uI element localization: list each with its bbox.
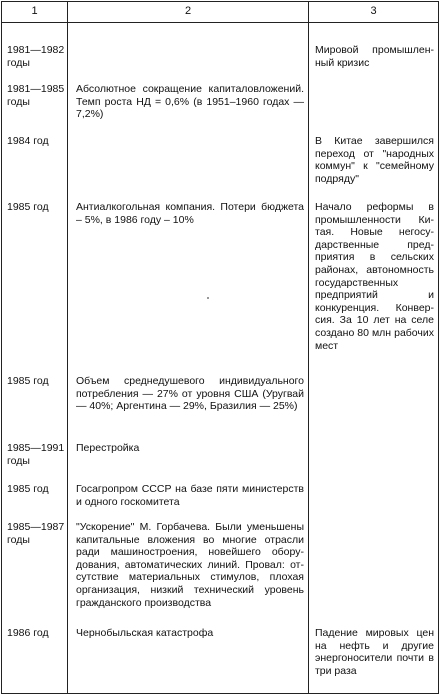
year-cell: 1985 год: [7, 483, 49, 495]
year-cell: 1985—1987 годы: [7, 521, 65, 546]
year-cell: 1981—1985 годы: [7, 83, 65, 108]
event-cell: Госагропром СССР на базе пяти министерств и одного госкомитета: [76, 483, 304, 508]
event-cell: Антиалкогольная компания. Потери бюджета – 5%, в 1986 году – 10%: [76, 201, 304, 226]
history-table: [1, 1, 439, 694]
column-header-3: 3: [370, 5, 377, 17]
column-divider: [308, 2, 309, 693]
year-cell: 1981—1982 годы: [7, 44, 65, 69]
event-cell: Объем среднедушевого индивидуального потребления — 27% от уровня США (Уругвай — 40%; Аргентина — 29%, Бразилия — 25%): [76, 375, 304, 413]
event-cell: Чернобыльская катастрофа: [76, 627, 214, 639]
year-cell: 1985—1991 годы: [7, 442, 65, 467]
event-cell: Абсолютное сокращение капиталовложений. Темп роста НД = 0,6% (в 1951–1960 годах — 7,2%): [76, 83, 304, 121]
scan-speck: [207, 297, 209, 299]
column-header-2: 2: [184, 5, 192, 17]
world-event-cell: Начало реформы в промышленности Китая. Новые негосударственные предприятия в сельских районах, автономность государственных предприятий и конкуренция. Конверсия. За 10 лет на селе создано 80 млн рабочих мест: [315, 201, 434, 352]
world-event-cell: В Китае завершился переход от "народных коммун" к "семейному подряду": [315, 135, 434, 185]
event-cell: "Ускорение" М. Горбачева. Были уменьшены капитальные вложения во многие отрасли ради машиностроения, новейшего оборудования, автоматических линий. Провал: отсутствие материальных стимулов, плохая организация, низкий технический уровень гражданского производства: [76, 521, 304, 609]
year-cell: 1985 год: [7, 375, 49, 387]
year-cell: 1986 год: [7, 627, 49, 639]
column-header-1: 1: [31, 5, 38, 17]
column-divider: [67, 2, 68, 693]
year-cell: 1985 год: [7, 201, 49, 213]
event-cell: Перестройка: [76, 442, 140, 454]
world-event-cell: Мировой промышленный кризис: [315, 44, 434, 69]
world-event-cell: Падение мировых цен на нефть и другие энергоносители почти в три раза: [315, 627, 434, 677]
year-cell: 1984 год: [7, 135, 49, 147]
